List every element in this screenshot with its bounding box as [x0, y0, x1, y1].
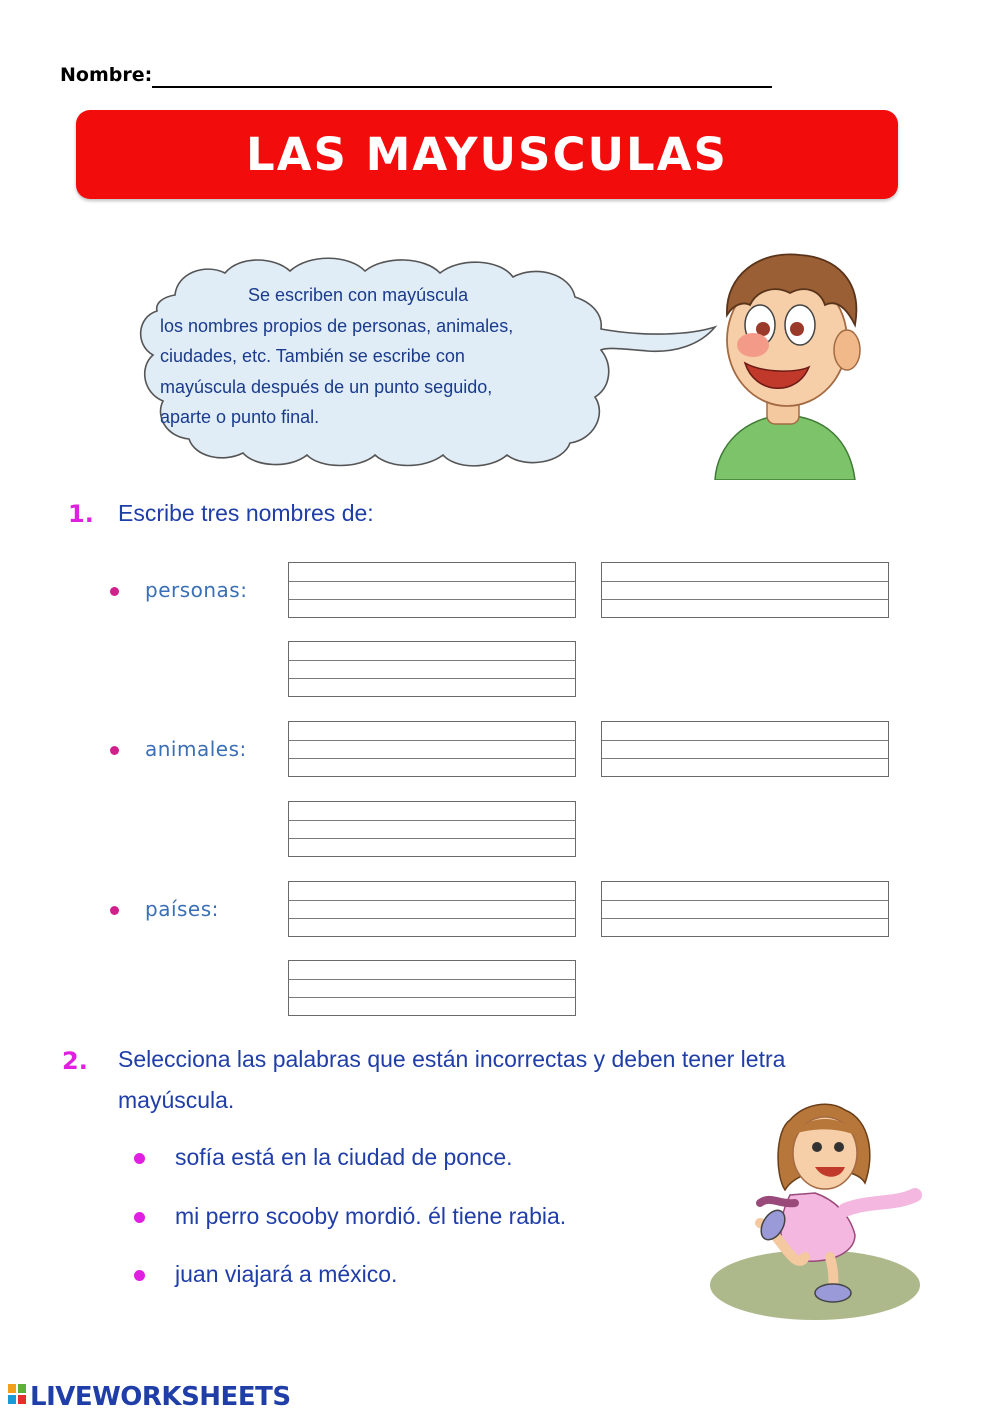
bubble-line: Se escriben con mayúscula — [248, 285, 469, 305]
sentence-2[interactable]: mi perro scooby mordió. él tiene rabia. — [175, 1203, 567, 1229]
page-title: LAS MAYUSCULAS — [246, 128, 728, 181]
bullet-icon — [110, 746, 119, 755]
section2-instruction-line1: Selecciona las palabras que están incorrectas y deben tener letra — [118, 1046, 786, 1072]
answer-line[interactable] — [602, 882, 888, 901]
bubble-line: mayúscula después de un punto seguido, — [160, 376, 493, 397]
bullet-icon — [134, 1153, 145, 1164]
sentence-1[interactable]: sofía está en la ciudad de ponce. — [175, 1144, 513, 1170]
answer-line[interactable] — [289, 998, 575, 1017]
answer-box-paises-3[interactable] — [288, 960, 576, 1016]
answer-line[interactable] — [602, 582, 888, 601]
answer-line[interactable] — [289, 919, 575, 938]
section1-instruction: Escribe tres nombres de: — [118, 500, 374, 526]
liveworksheets-logo-icon — [8, 1384, 26, 1404]
answer-line[interactable] — [289, 882, 575, 901]
bullet-icon — [110, 587, 119, 596]
answer-line[interactable] — [289, 582, 575, 601]
category-paises: países: — [145, 897, 219, 921]
name-label: Nombre: — [60, 64, 153, 86]
answer-line[interactable] — [602, 600, 888, 619]
section2-number: 2. — [62, 1047, 88, 1075]
section1-number: 1. — [68, 500, 94, 528]
answer-line[interactable] — [602, 919, 888, 938]
sentence-3[interactable]: juan viajará a méxico. — [175, 1261, 398, 1287]
answer-box-paises-1[interactable] — [288, 881, 576, 937]
answer-line[interactable] — [289, 980, 575, 999]
name-line[interactable] — [152, 86, 772, 88]
answer-line[interactable] — [289, 961, 575, 980]
title-banner — [76, 110, 898, 199]
answer-line[interactable] — [602, 563, 888, 582]
category-personas: personas: — [145, 578, 248, 602]
answer-line[interactable] — [289, 821, 575, 840]
answer-box-personas-1[interactable] — [288, 562, 576, 618]
answer-line[interactable] — [289, 661, 575, 680]
answer-box-paises-2[interactable] — [601, 881, 889, 937]
answer-line[interactable] — [289, 839, 575, 858]
answer-line[interactable] — [602, 741, 888, 760]
bubble-line: ciudades, etc. También se escribe con — [160, 346, 465, 366]
answer-line[interactable] — [289, 722, 575, 741]
answer-line[interactable] — [289, 901, 575, 920]
answer-line[interactable] — [602, 759, 888, 778]
answer-box-animales-1[interactable] — [288, 721, 576, 777]
answer-line[interactable] — [602, 901, 888, 920]
answer-line[interactable] — [289, 600, 575, 619]
answer-line[interactable] — [602, 722, 888, 741]
girl-illustration-icon — [705, 1085, 940, 1320]
bubble-text — [160, 280, 580, 433]
category-animales: animales: — [145, 737, 247, 761]
boy-illustration-icon — [705, 245, 865, 480]
answer-line[interactable] — [289, 741, 575, 760]
bullet-icon — [134, 1212, 145, 1223]
footer-brand[interactable]: LIVEWORKSHEETS — [30, 1382, 291, 1412]
answer-box-animales-3[interactable] — [288, 801, 576, 857]
bubble-line: aparte o punto final. — [160, 407, 320, 427]
bullet-icon — [110, 906, 119, 915]
section2-instruction-line2: mayúscula. — [118, 1087, 235, 1113]
bullet-icon — [134, 1270, 145, 1281]
bubble-line: los nombres propios de personas, animales, — [160, 315, 514, 336]
answer-line[interactable] — [289, 563, 575, 582]
answer-line[interactable] — [289, 642, 575, 661]
answer-box-personas-2[interactable] — [601, 562, 889, 618]
answer-box-personas-3[interactable] — [288, 641, 576, 697]
answer-line[interactable] — [289, 802, 575, 821]
answer-line[interactable] — [289, 679, 575, 698]
answer-line[interactable] — [289, 759, 575, 778]
answer-box-animales-2[interactable] — [601, 721, 889, 777]
